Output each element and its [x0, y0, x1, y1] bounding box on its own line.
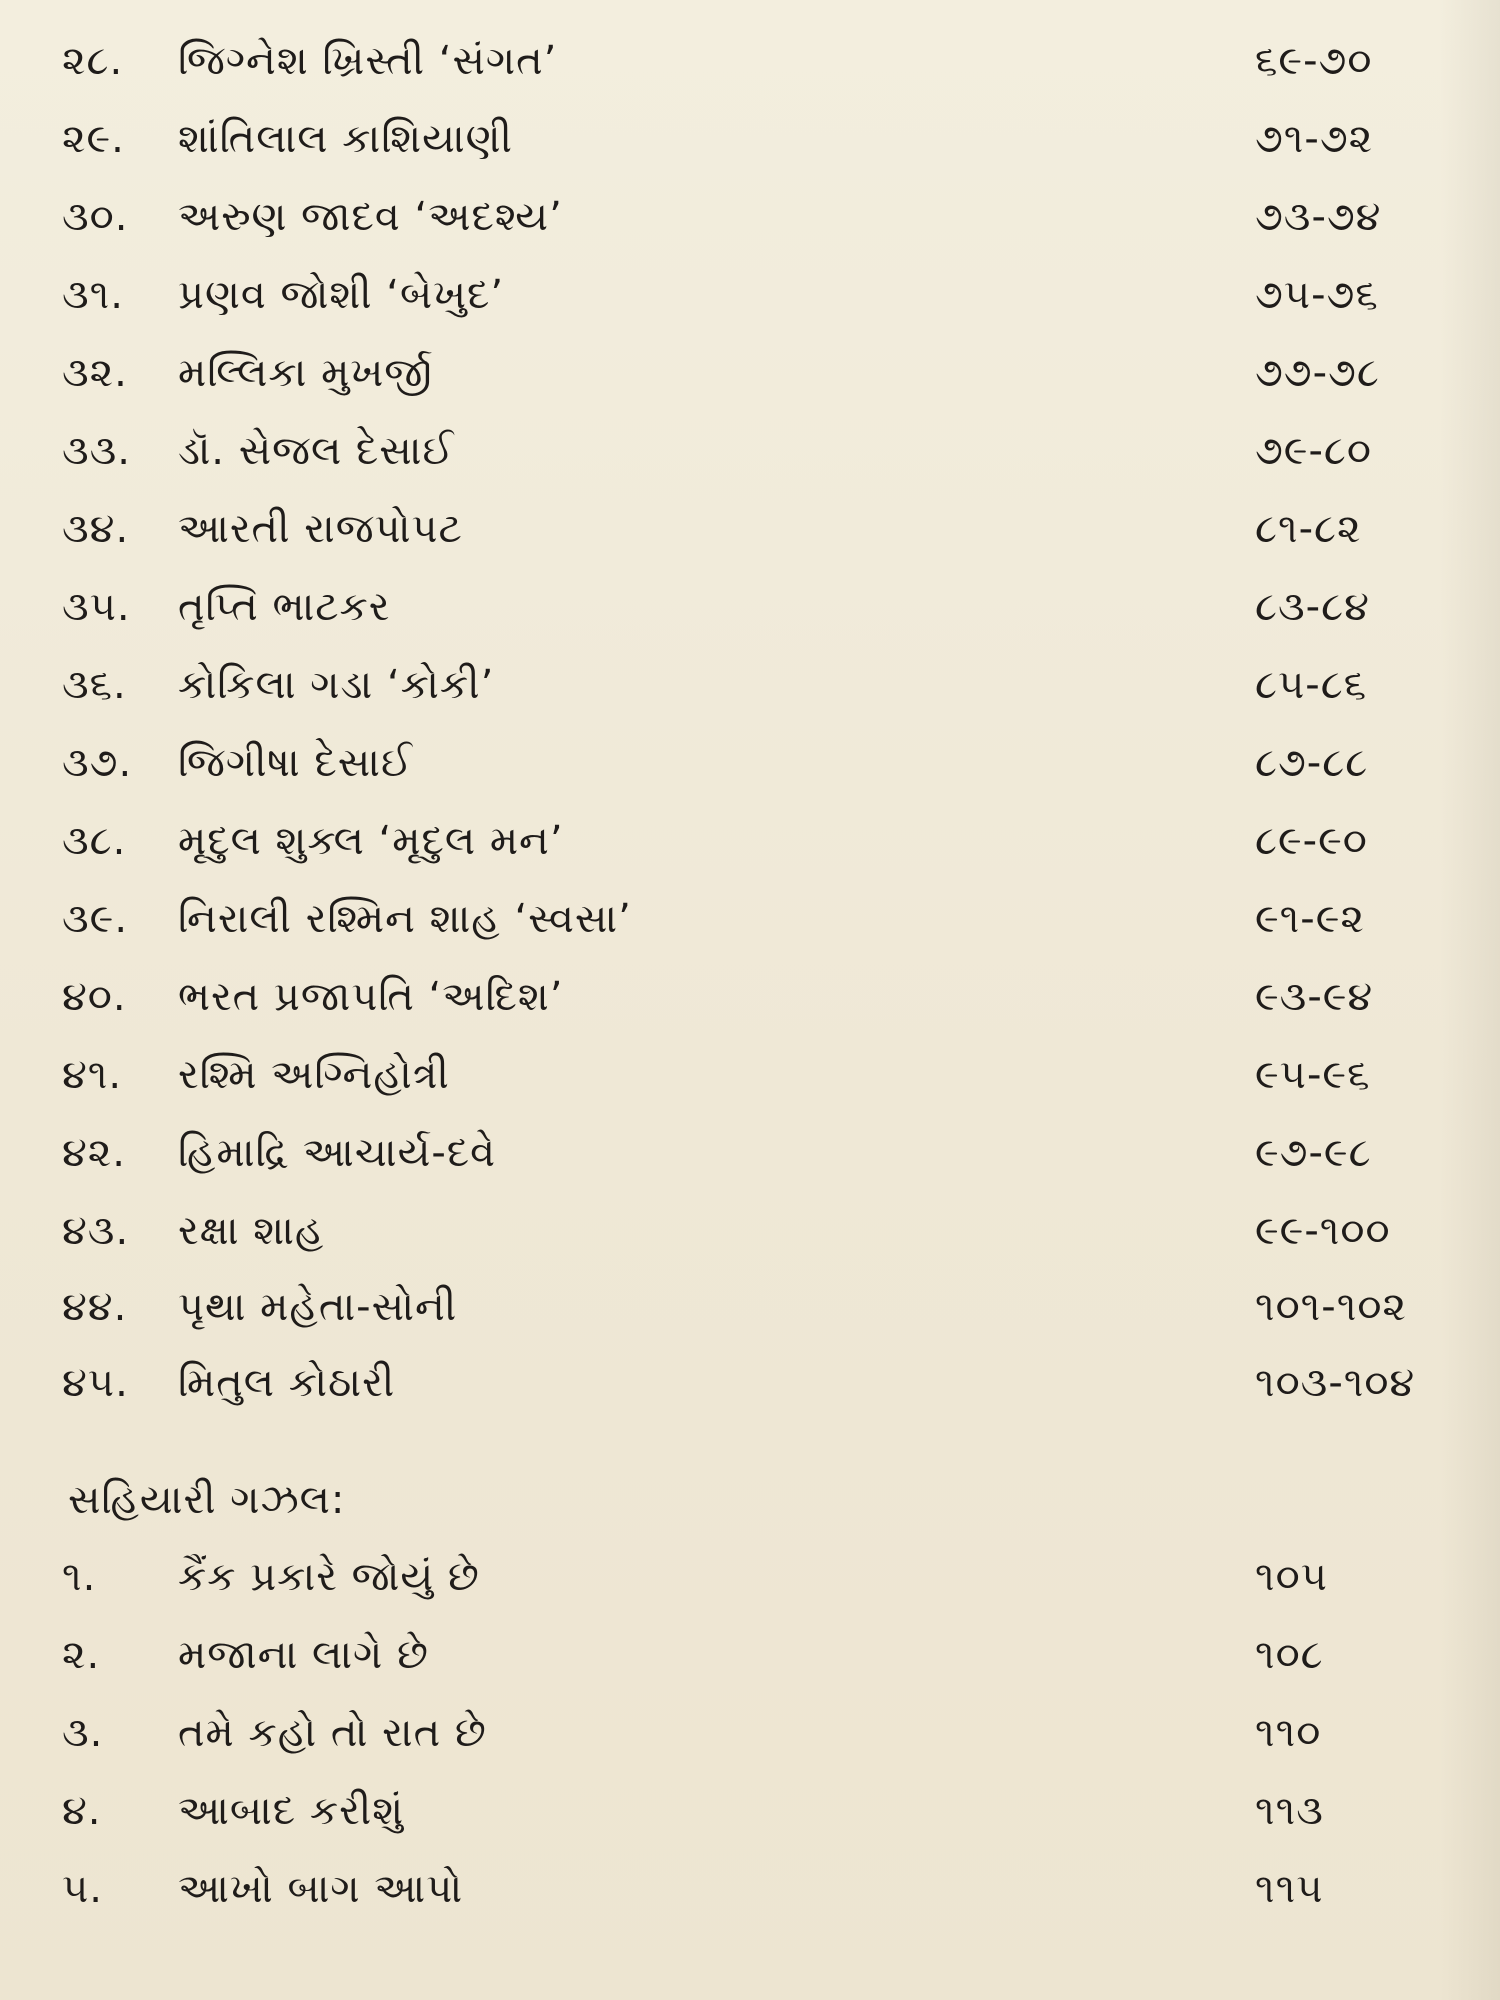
entry-number: ૫.	[62, 1866, 103, 1912]
toc-entry	[0, 494, 1500, 564]
toc-entry	[0, 1620, 1500, 1690]
entry-pages: ૯૧-૯૨	[1255, 896, 1365, 942]
entry-title: મિતુલ કોઠારી	[178, 1360, 396, 1406]
entry-title: ભરત પ્રજાપતિ ‘અદિશ’	[178, 974, 564, 1020]
entry-title: નિરાલી રશ્મિન શાહ ‘સ્વસા’	[178, 896, 632, 942]
entry-pages: ૧૧૩	[1255, 1788, 1324, 1834]
entry-title: આબાદ કરીશું	[178, 1788, 405, 1834]
entry-title: રશ્મિ અગ્નિહોત્રી	[178, 1052, 450, 1098]
entry-pages: ૧૧૦	[1255, 1710, 1322, 1756]
toc-entry	[0, 1348, 1500, 1418]
toc-entry	[0, 1854, 1500, 1924]
toc-entry	[0, 884, 1500, 954]
entry-title: પૃથા મહેતા-સોની	[178, 1284, 458, 1330]
entry-title: જિગીષા દેસાઈ	[178, 740, 413, 786]
entry-number: ૩૮.	[62, 818, 127, 864]
entry-title: આખો બાગ આપો	[178, 1866, 464, 1912]
entry-title: આરતી રાજપોપટ	[178, 506, 463, 552]
entry-number: ૪૧.	[62, 1052, 123, 1098]
toc-entry	[0, 26, 1500, 96]
entry-number: ૪.	[62, 1788, 102, 1834]
toc-entry	[0, 1272, 1500, 1342]
entry-pages: ૮૧-૮૨	[1255, 506, 1362, 552]
entry-pages: ૮૫-૮૬	[1255, 662, 1368, 708]
entry-pages: ૧૦૫	[1255, 1554, 1328, 1600]
entry-pages: ૮૯-૯૦	[1255, 818, 1368, 864]
toc-entry	[0, 338, 1500, 408]
entry-title: રક્ષા શાહ	[178, 1208, 325, 1254]
toc-entry	[0, 572, 1500, 642]
section-heading: સહિયારી ગઝલ:	[68, 1477, 346, 1523]
toc-entry	[0, 806, 1500, 876]
entry-pages: ૧૦૩-૧૦૪	[1255, 1360, 1416, 1406]
entry-pages: ૯૯-૧૦૦	[1255, 1208, 1391, 1254]
toc-entry	[0, 104, 1500, 174]
entry-title: કોકિલા ગડા ‘કોકી’	[178, 662, 495, 708]
entry-title: તૃપ્તિ ભાટકર	[178, 584, 391, 630]
entry-number: ૧.	[62, 1554, 97, 1600]
entry-number: ૪૦.	[62, 974, 127, 1020]
entry-title: કૈંક પ્રકારે જોયું છે	[178, 1554, 480, 1600]
entry-number: ૪૩.	[62, 1208, 130, 1254]
entry-number: ૩૯.	[62, 896, 129, 942]
entry-number: ૩.	[62, 1710, 104, 1756]
entry-pages: ૧૦૮	[1255, 1632, 1324, 1678]
entry-number: ૨૯.	[62, 116, 125, 162]
entry-title: ડૉ. સેજલ દેસાઈ	[178, 428, 455, 474]
entry-title: મૃદુલ શુક્લ ‘મૃદુલ મન’	[178, 818, 564, 864]
entry-pages: ૯૫-૯૬	[1255, 1052, 1371, 1098]
toc-entry	[0, 728, 1500, 798]
entry-number: ૩૩.	[62, 428, 131, 474]
entry-number: ૨૮.	[62, 38, 124, 84]
entry-number: ૨.	[62, 1632, 101, 1678]
entry-number: ૪૪.	[62, 1284, 128, 1330]
toc-entry	[0, 1698, 1500, 1768]
entry-pages: ૧૦૧-૧૦૨	[1255, 1284, 1407, 1330]
entry-pages: ૬૯-૭૦	[1255, 38, 1373, 84]
entry-pages: ૮૭-૮૮	[1255, 740, 1369, 786]
entry-number: ૩૬.	[62, 662, 127, 708]
entry-number: ૩૦.	[62, 194, 129, 240]
entry-pages: ૭૭-૭૮	[1255, 350, 1380, 396]
toc-entry	[0, 650, 1500, 720]
entry-title: અરુણ જાદવ ‘અદશ્ય’	[178, 194, 563, 240]
entry-number: ૩૨.	[62, 350, 128, 396]
entry-number: ૩૭.	[62, 740, 133, 786]
entry-title: મલ્લિકા મુખર્જી	[178, 350, 433, 396]
entry-number: ૪૫.	[62, 1360, 129, 1406]
entry-title: મજાના લાગે છે	[178, 1632, 429, 1678]
entry-pages: ૭૧-૭૨	[1255, 116, 1374, 162]
entry-pages: ૭૩-૭૪	[1255, 194, 1382, 240]
entry-pages: ૮૩-૮૪	[1255, 584, 1370, 630]
entry-number: ૩૪.	[62, 506, 130, 552]
toc-entry	[0, 260, 1500, 330]
toc-entry	[0, 182, 1500, 252]
entry-pages: ૯૭-૯૮	[1255, 1130, 1372, 1176]
toc-entry	[0, 1118, 1500, 1188]
entry-title: જિગ્નેશ ખ્રિસ્તી ‘સંગત’	[178, 38, 558, 84]
entry-number: ૪૨.	[62, 1130, 126, 1176]
entry-number: ૩૧.	[62, 272, 124, 318]
entry-pages: ૭૫-૭૬	[1255, 272, 1379, 318]
entry-title: તમે કહો તો રાત છે	[178, 1710, 487, 1756]
entry-number: ૩૫.	[62, 584, 131, 630]
entry-pages: ૭૯-૮૦	[1255, 428, 1372, 474]
toc-entry	[0, 1542, 1500, 1612]
toc-entry	[0, 1040, 1500, 1110]
entry-pages: ૯૩-૯૪	[1255, 974, 1374, 1020]
toc-entry	[0, 416, 1500, 486]
entry-title: હિમાદ્રિ આચાર્ય-દવે	[178, 1130, 497, 1176]
entry-title: પ્રણવ જોશી ‘બેખુદ’	[178, 272, 505, 318]
entry-title: શાંતિલાલ કાશિયાણી	[178, 116, 513, 162]
toc-entry	[0, 962, 1500, 1032]
toc-entry	[0, 1196, 1500, 1266]
toc-entry	[0, 1776, 1500, 1846]
entry-pages: ૧૧૫	[1255, 1866, 1324, 1912]
